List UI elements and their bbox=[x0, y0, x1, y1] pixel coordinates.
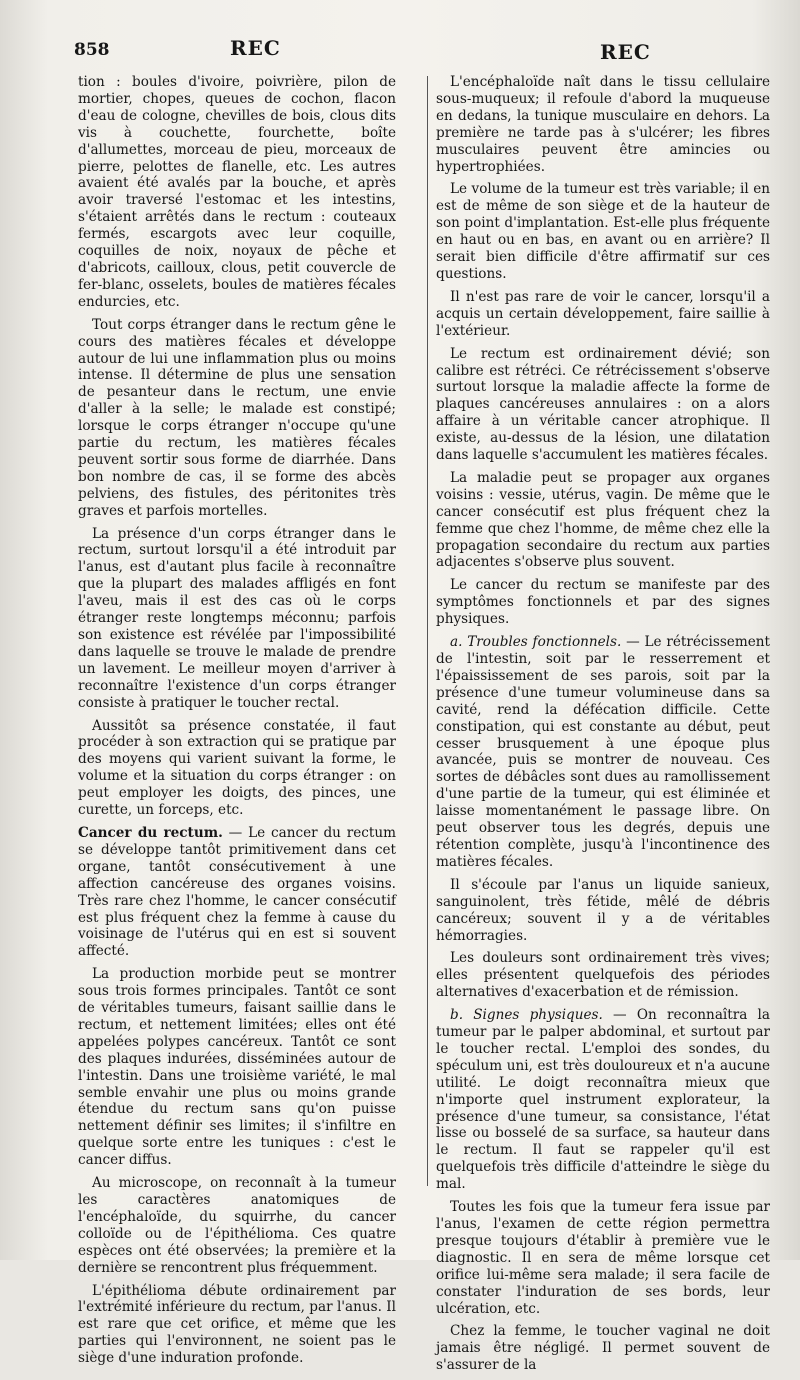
entry-text: — Le cancer du rectum se développe tantôt primitivement dans cet organe, tantôt consécutivement à une affection cancéreuse des organes voisins. Très rare chez l'homme, le cancer consécutif est plus fréquent chez la femme à cause du voisinage de l'utérus qui en est si souvent affecté. bbox=[78, 824, 396, 960]
subsection-text: — Le rétrécissement de l'intestin, soit par le resserrement et l'épaississement de ses parois, soit par la présence d'une tumeur volumineuse dans sa cavité, rend la défécation difficile. Cette constipation, qui est constante au début, peut cesser brusquement à une époque plus avancée, puis se montrer de nouveau. Ces sortes de débâcles sont dues au ramollissement d'une partie de la tumeur, qui est éliminée et laisse momentanément le passage libre. On peut observer tous les degrés, depuis une rétention complète, jusqu'à l'incontinence des matières fécales. bbox=[436, 634, 771, 870]
paragraph: La production morbide peut se montrer sous trois formes principales. Tantôt ce sont de véritables tumeurs, faisant saillie dans le rectum, et nettement limitées; elles ont été appelées polypes cancéreux. Tantôt ce sont des plaques indurées, disséminées autour de l'intestin. Dans une troisième variété, le mal semble envahir une plus ou moins grande étendue du rectum sans qu'on puisse nettement définir ses limites; il s'infiltre en quelque sorte entre les tuniques : c'est le cancer diffus. bbox=[78, 966, 396, 1169]
entry-heading: Cancer du rectum. bbox=[78, 824, 223, 841]
running-head-left: REC bbox=[230, 36, 281, 60]
running-head-right: REC bbox=[600, 40, 651, 64]
left-column bbox=[78, 74, 396, 1373]
paragraph: Au microscope, on reconnaît à la tumeur les caractères anatomiques de l'encéphaloïde, du squirrhe, du cancer colloïde ou de l'épithélioma. Ces quatre espèces ont été observées; la première et la dernière se rencontrent plus fréquemment. bbox=[78, 1175, 396, 1276]
subsection-text: — On reconnaîtra la tumeur par le palper abdominal, et surtout par le toucher rectal. L'emploi des sondes, du spéculum uni, est très douloureux et n'a aucune utilité. Le doigt reconnaîtra mieux que n'importe quel instrument explorateur, la présence d'une tumeur, sa consistance, l'état lisse ou bosselé de sa surface, sa hauteur dans le rectum. Il faut se rappeler qu'il est quelquefois très difficile d'atteindre le siège du mal. bbox=[436, 1007, 770, 1193]
subsection-heading: a. Troubles fonctionnels. bbox=[450, 634, 622, 651]
entry-paragraph bbox=[78, 825, 396, 960]
paragraph: La maladie peut se propager aux organes voisins : vessie, utérus, vagin. De même que le cancer consécutif est plus fréquent chez la femme que chez l'homme, de même chez elle la propagation secondaire du rectum aux parties adjacentes s'observe plus souvent. bbox=[436, 469, 770, 571]
paragraph: tion : boules d'ivoire, poivrière, pilon de mortier, chopes, queues de cochon, flacon d'eau de cologne, chevilles de bois, clous dits vis à couchette, fourchette, boîte d'allumettes, morceau de pieu, morceaux de pierre, pelottes de flanelle, etc. Les autres avaient été avalés par la bouche, et après avoir traversé l'estomac et les intestins, s'étaient arrêtés dans le rectum : couteaux fermés, escargots avec leur coquille, coquilles de noix, noyaux de pêche et d'abricots, cailloux, clous, petit couvercle de fer-blanc, osselets, boules de matières fécales endurcies, etc. bbox=[78, 74, 396, 310]
paragraph: La présence d'un corps étranger dans le rectum, surtout lorsqu'il a été introduit par l'anus, est d'autant plus facile à reconnaître que la plupart des malades affligés en font l'aveu, mais il est des cas où le corps étranger reste longtemps méconnu; parfois son existence est révélée par l'impossibilité dans laquelle se trouve le malade de prendre un lavement. Le meilleur moyen d'arriver à reconnaître l'existence d'un corps étranger consiste à pratiquer le toucher rectal. bbox=[78, 525, 396, 711]
paragraph: Il s'écoule par l'anus un liquide sanieux, sanguinolent, très fétide, mêlé de débris cancéreux; souvent il y a de véritables hémorragies. bbox=[436, 876, 770, 944]
page-number: 858 bbox=[74, 40, 110, 60]
subsection-paragraph bbox=[436, 1007, 770, 1193]
paragraph: L'encéphaloïde naît dans le tissu cellulaire sous-muqueux; il refoule d'abord la muqueuse en dedans, la tunique musculaire en dehors. La première ne tarde pas à s'ulcérer; les fibres musculaires peuvent être amincies ou hypertrophiées. bbox=[436, 74, 770, 175]
subsection-paragraph bbox=[436, 634, 770, 871]
paragraph: Chez la femme, le toucher vaginal ne doit jamais être négligé. Il permet souvent de s'assurer de la bbox=[436, 1323, 770, 1374]
paragraph: L'épithélioma débute ordinairement par l'extrémité inférieure du rectum, par l'anus. Il est rare que cet orifice, et même que les parties qui l'environnent, ne soient pas le siège d'une induration profonde. bbox=[78, 1282, 396, 1367]
column-divider bbox=[427, 76, 428, 1186]
paragraph: Le rectum est ordinairement dévié; son calibre est rétréci. Ce rétrécissement s'observe surtout lorsque la maladie affecte la forme de plaques cancéreuses annulaires : on a alors affaire à un véritable cancer atrophique. Il existe, au-dessus de la lésion, une dilatation dans laquelle s'accumulent les matières fécales. bbox=[436, 345, 770, 464]
paragraph: Toutes les fois que la tumeur fera issue par l'anus, l'examen de cette région permettra presque toujours d'établir à première vue le diagnostic. Il en sera de même lorsque cet orifice lui-même sera malade; il sera facile de constater l'induration de ses bords, leur ulcération, etc. bbox=[436, 1199, 770, 1317]
paragraph: Les douleurs sont ordinairement très vives; elles présentent quelquefois des périodes alternatives d'exacerbation et de rémission. bbox=[436, 950, 770, 1001]
paragraph: Le volume de la tumeur est très variable; il en est de même de son siège et de la hauteur de son point d'implantation. Est-elle plus fréquente en haut ou en bas, en avant ou en arrière? Il serait bien difficile d'être affirmatif sur ces questions. bbox=[436, 181, 770, 282]
right-column bbox=[436, 74, 770, 1380]
paragraph: Le cancer du rectum se manifeste par des symptômes fonctionnels et par des signes physiques. bbox=[436, 577, 770, 628]
paragraph: Il n'est pas rare de voir le cancer, lorsqu'il a acquis un certain développement, faire saillie à l'extérieur. bbox=[436, 288, 770, 339]
subsection-heading: b. Signes physiques. bbox=[450, 1007, 603, 1024]
paragraph: Tout corps étranger dans le rectum gêne le cours des matières fécales et développe autour de lui une inflammation plus ou moins intense. Il détermine de plus une sensation de pesanteur dans le rectum, une envie d'aller à la selle; le malade est constipé; lorsque le corps étranger n'occupe qu'une partie du rectum, les matières fécales peuvent sortir sous forme de diarrhée. Dans bon nombre de cas, il se forme des abcès pelviens, des fistules, des péritonites très graves et parfois mortelles. bbox=[78, 316, 396, 519]
paragraph: Aussitôt sa présence constatée, il faut procéder à son extraction qui se pratique par des moyens qui varient suivant la forme, le volume et la situation du corps étranger : on peut employer les doigts, des pinces, une curette, un forceps, etc. bbox=[78, 717, 396, 819]
